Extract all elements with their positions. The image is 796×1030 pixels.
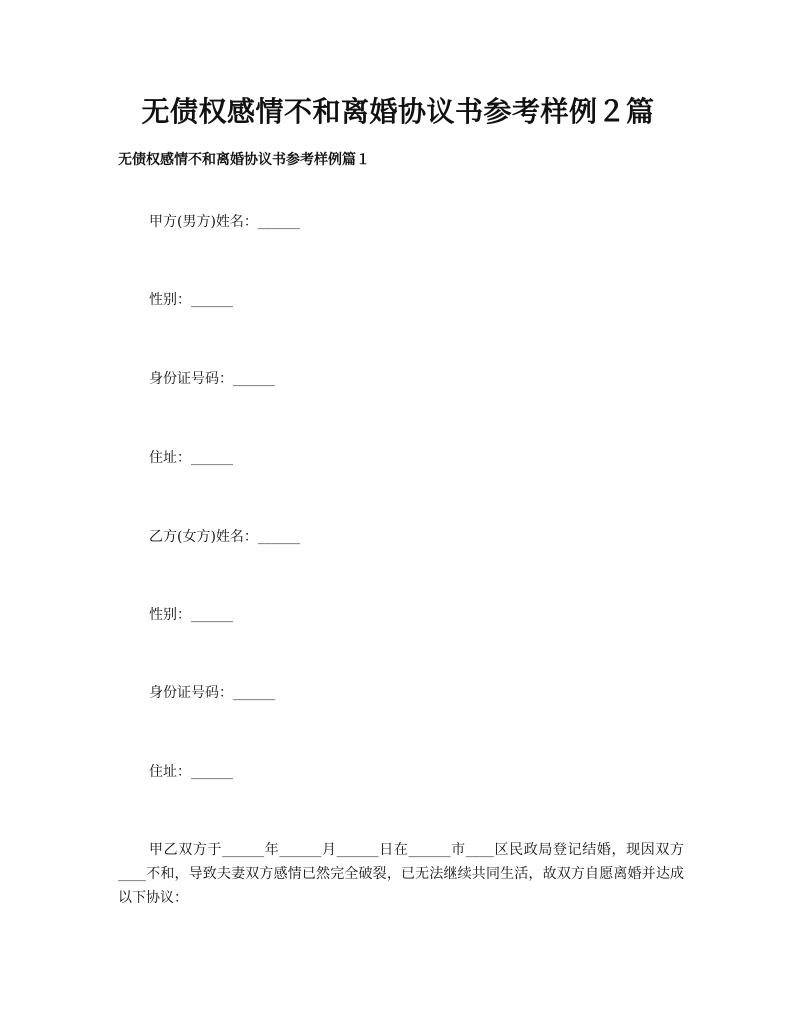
party-b-address-field: 住址：______ — [149, 764, 233, 780]
document-title: 无债权感情不和离婚协议书参考样例２篇 — [141, 95, 655, 128]
party-b-id-number-field: 身份证号码：______ — [149, 685, 275, 701]
party-a-address-field: 住址：______ — [149, 450, 233, 466]
party-a-name-field: 甲方(男方)姓名：______ — [149, 214, 300, 230]
party-a-gender-field: 性别：______ — [149, 292, 233, 308]
party-a-id-number-field: 身份证号码：______ — [149, 371, 275, 387]
party-b-gender-field: 性别：______ — [149, 607, 233, 623]
section-title: 无债权感情不和离婚协议书参考样例篇１ — [118, 152, 370, 168]
agreement-paragraph: 甲乙双方于______年______月______日在______市____区民政局登记结婚，现因双方____不和，导致夫妻双方感情已然完全破裂，已无法继续共同生活，故双方自愿离婚并达成以下协议： — [118, 842, 684, 906]
party-b-name-field: 乙方(女方)姓名：______ — [149, 529, 300, 545]
